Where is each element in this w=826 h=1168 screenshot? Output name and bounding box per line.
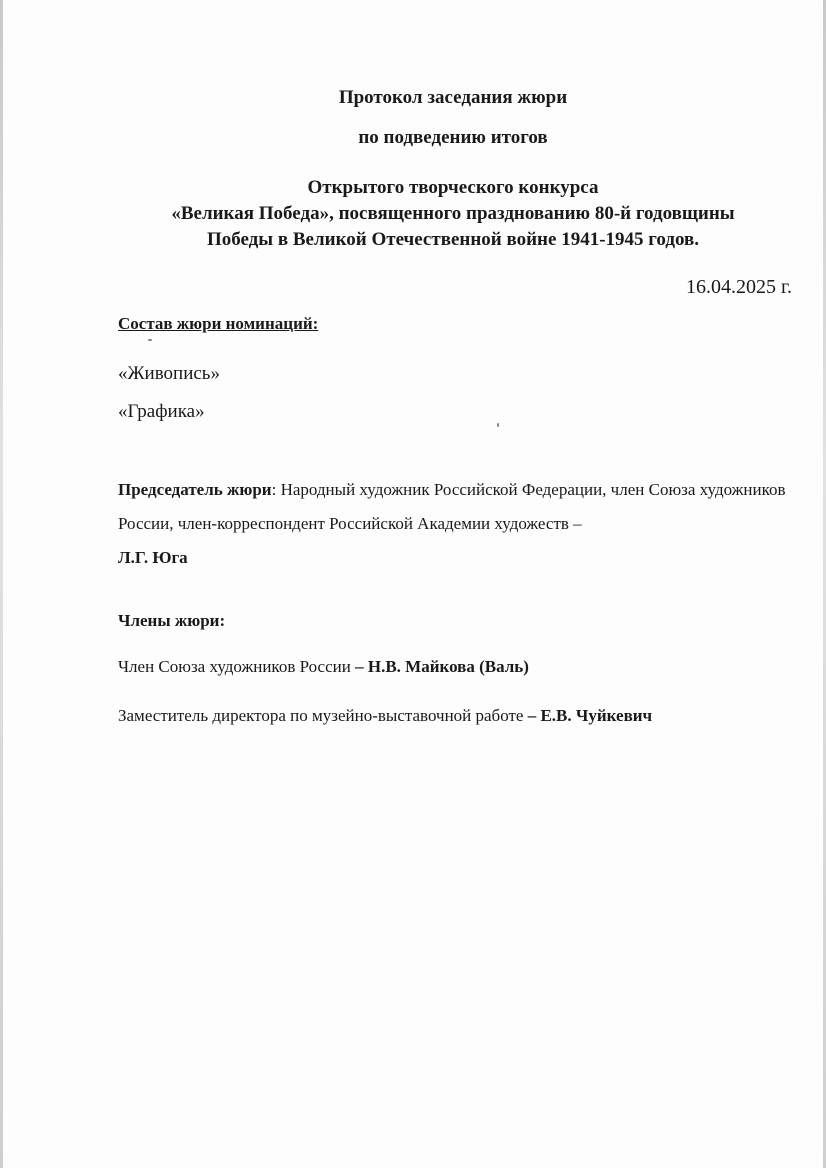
chairman-description: Народный художник Российской Федерации, член Союза художников России, член-корреспондент Российской Академии художеств – bbox=[118, 480, 786, 533]
chairman-paragraph bbox=[118, 473, 798, 575]
chairman-separator: : bbox=[271, 480, 281, 499]
member-role: Заместитель директора по музейно-выставочной работе bbox=[118, 706, 528, 725]
member-name: – Е.В. Чуйкевич bbox=[527, 706, 653, 725]
member-name: – Н.В. Майкова (Валь) bbox=[355, 657, 529, 676]
scan-speck bbox=[497, 423, 499, 427]
scan-speck bbox=[148, 339, 152, 341]
nomination-item: «Графика» bbox=[118, 401, 205, 422]
jury-nominations-heading: Состав жюри номинаций: bbox=[118, 314, 319, 333]
protocol-title: Протокол заседания жюри bbox=[338, 87, 568, 108]
jury-member bbox=[118, 705, 652, 727]
chairman-label: Председатель жюри bbox=[118, 480, 272, 499]
contest-title bbox=[0, 175, 826, 253]
protocol-date: 16.04.2025 г. bbox=[686, 276, 792, 298]
jury-members-heading: Члены жюри: bbox=[118, 611, 226, 630]
chairman-name: Л.Г. Юга bbox=[118, 548, 188, 567]
jury-member bbox=[118, 656, 529, 678]
member-role: Член Союза художников России bbox=[118, 657, 356, 676]
nomination-item: «Живопись» bbox=[118, 363, 220, 384]
contest-title-line: «Великая Победа», посвященного празднованию 80-й годовщины bbox=[171, 203, 735, 224]
contest-title-line: Открытого творческого конкурса bbox=[307, 177, 599, 198]
protocol-subtitle: по подведению итогов bbox=[358, 127, 548, 148]
contest-title-line: Победы в Великой Отечественной войне 1941-1945 годов. bbox=[206, 229, 700, 250]
